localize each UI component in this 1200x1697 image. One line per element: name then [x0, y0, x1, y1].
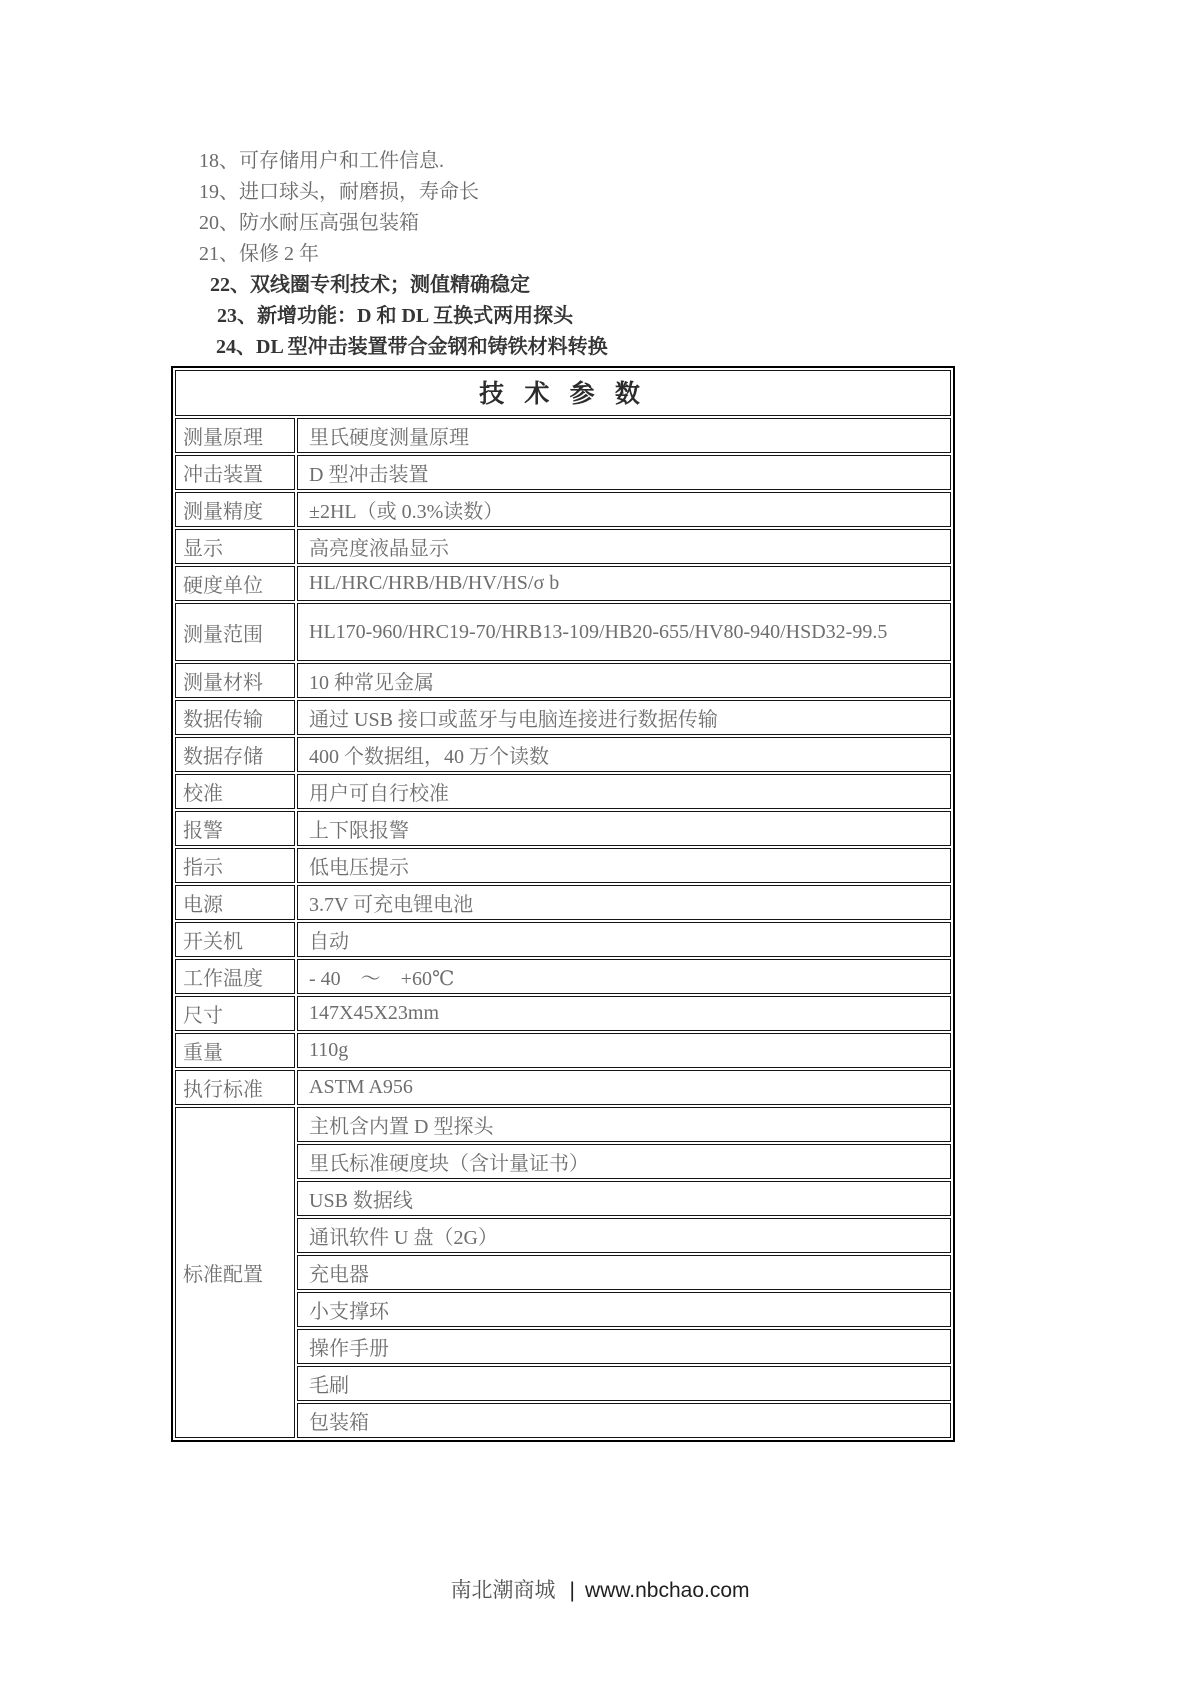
spec-row — [175, 922, 951, 957]
spec-label: 数据传输 — [175, 700, 295, 735]
spec-row — [175, 603, 951, 661]
spec-value: - 40 ～ +60℃ — [297, 959, 951, 994]
spec-label: 硬度单位 — [175, 566, 295, 601]
spec-value: 10 种常见金属 — [297, 663, 951, 698]
config-item: 充电器 — [297, 1255, 951, 1290]
spec-label: 工作温度 — [175, 959, 295, 994]
spec-row — [175, 811, 951, 846]
spec-label: 开关机 — [175, 922, 295, 957]
config-row — [175, 1107, 951, 1142]
feature-list-item: 22、双线圈专利技术；测值精确稳定 — [210, 274, 530, 296]
spec-value: 里氏硬度测量原理 — [297, 418, 951, 453]
spec-label: 指示 — [175, 848, 295, 883]
spec-row — [175, 885, 951, 920]
spec-value: 高亮度液晶显示 — [297, 529, 951, 564]
spec-value: 147X45X23mm — [297, 996, 951, 1031]
feature-list-item: 20、防水耐压高强包装箱 — [199, 212, 419, 234]
config-item: 操作手册 — [297, 1329, 951, 1364]
spec-row — [175, 848, 951, 883]
feature-list-item: 24、DL 型冲击装置带合金钢和铸铁材料转换 — [216, 336, 608, 358]
spec-table-container — [171, 366, 955, 1442]
spec-row — [175, 737, 951, 772]
spec-label: 数据存储 — [175, 737, 295, 772]
spec-label: 显示 — [175, 529, 295, 564]
config-label: 标准配置 — [175, 1107, 295, 1438]
config-item: 主机含内置 D 型探头 — [297, 1107, 951, 1142]
spec-row — [175, 492, 951, 527]
spec-label: 冲击装置 — [175, 455, 295, 490]
config-item: 里氏标准硬度块（含计量证书） — [297, 1144, 951, 1179]
spec-value: ASTM A956 — [297, 1070, 951, 1105]
spec-label: 校准 — [175, 774, 295, 809]
config-item: 毛刷 — [297, 1366, 951, 1401]
config-item: 包装箱 — [297, 1403, 951, 1438]
spec-row — [175, 959, 951, 994]
config-item: 小支撑环 — [297, 1292, 951, 1327]
spec-value: 低电压提示 — [297, 848, 951, 883]
config-item: 通讯软件 U 盘（2G） — [297, 1218, 951, 1253]
spec-table — [171, 366, 955, 1442]
spec-value: 用户可自行校准 — [297, 774, 951, 809]
spec-value: 3.7V 可充电锂电池 — [297, 885, 951, 920]
spec-value: D 型冲击装置 — [297, 455, 951, 490]
spec-value: 400 个数据组，40 万个读数 — [297, 737, 951, 772]
spec-label: 重量 — [175, 1033, 295, 1068]
spec-value: ±2HL（或 0.3%读数） — [297, 492, 951, 527]
spec-label: 电源 — [175, 885, 295, 920]
spec-value: 自动 — [297, 922, 951, 957]
spec-label: 测量范围 — [175, 603, 295, 661]
spec-row — [175, 700, 951, 735]
table-title-row — [175, 370, 951, 416]
feature-list-item: 18、可存储用户和工件信息. — [199, 150, 444, 172]
spec-value: HL170-960/HRC19-70/HRB13-109/HB20-655/HV80-940/HSD32-99.5 — [297, 603, 951, 661]
footer-divider: | — [569, 1579, 575, 1602]
spec-value: 上下限报警 — [297, 811, 951, 846]
spec-label: 尺寸 — [175, 996, 295, 1031]
spec-value: 110g — [297, 1033, 951, 1068]
footer-site-name: 南北潮商城 — [450, 1578, 556, 1602]
spec-row — [175, 418, 951, 453]
spec-row — [175, 1070, 951, 1105]
spec-label: 测量精度 — [175, 492, 295, 527]
spec-label: 执行标准 — [175, 1070, 295, 1105]
feature-list-item: 19、进口球头，耐磨损，寿命长 — [199, 181, 479, 203]
spec-row — [175, 774, 951, 809]
spec-row — [175, 663, 951, 698]
spec-row — [175, 996, 951, 1031]
footer-url: www.nbchao.com — [584, 1579, 750, 1602]
feature-list — [199, 146, 608, 363]
spec-label: 报警 — [175, 811, 295, 846]
feature-list-item: 21、保修 2 年 — [199, 243, 319, 265]
feature-list-item: 23、新增功能：D 和 DL 互换式两用探头 — [217, 305, 574, 327]
spec-value: 通过 USB 接口或蓝牙与电脑连接进行数据传输 — [297, 700, 951, 735]
spec-label: 测量材料 — [175, 663, 295, 698]
spec-row — [175, 455, 951, 490]
spec-row — [175, 529, 951, 564]
config-item: USB 数据线 — [297, 1181, 951, 1216]
spec-row — [175, 1033, 951, 1068]
spec-value: HL/HRC/HRB/HB/HV/HS/σ b — [297, 566, 951, 601]
spec-label: 测量原理 — [175, 418, 295, 453]
footer — [0, 1574, 1200, 1604]
spec-row — [175, 566, 951, 601]
table-title: 技 术 参 数 — [175, 370, 951, 416]
